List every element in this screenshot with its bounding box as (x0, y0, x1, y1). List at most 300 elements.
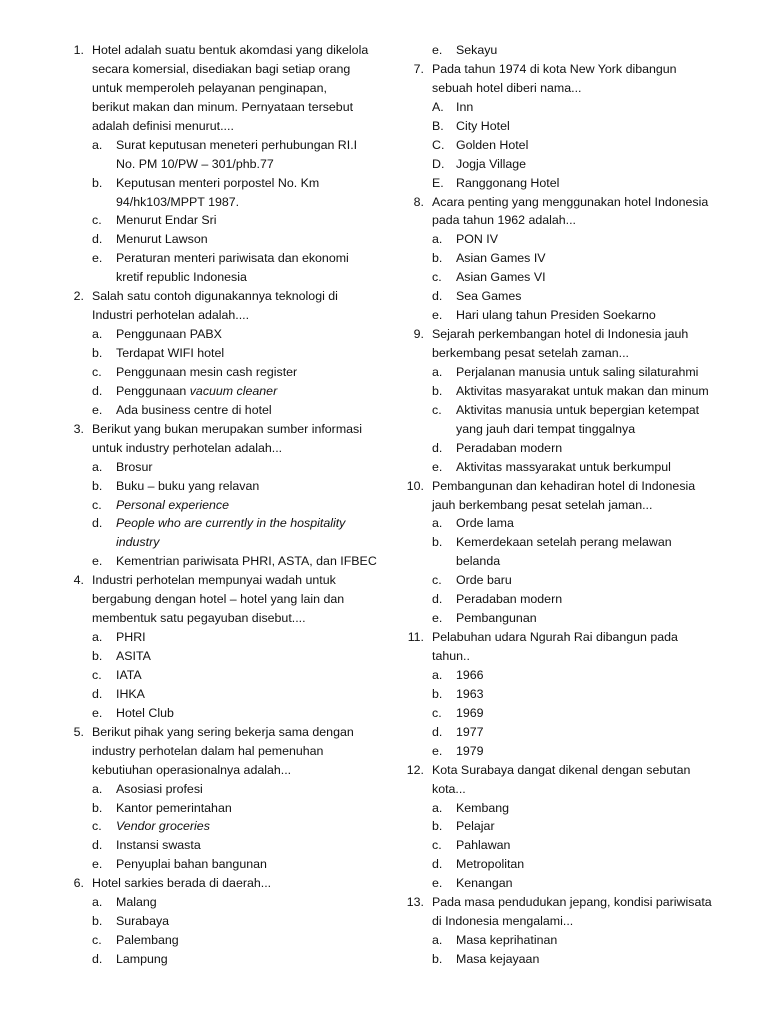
option-label: a. (92, 895, 103, 910)
option-line (64, 249, 380, 268)
option-text (456, 155, 526, 174)
option-text-part: Pahlawan (456, 838, 511, 853)
option-line (64, 136, 380, 155)
question-text: untuk industry perhotelan adalah... (92, 440, 283, 455)
option-text (116, 893, 157, 912)
option-text (116, 836, 201, 855)
option-label: d. (92, 232, 103, 247)
option-text (116, 193, 239, 212)
option-text (116, 950, 168, 969)
option-text (456, 685, 484, 704)
option-text (116, 401, 272, 420)
option-text-part: People who are currently in the hospitality (116, 516, 346, 531)
question-text: untuk memperoleh pelayanan penginapan, (92, 80, 327, 95)
option-line (64, 628, 380, 647)
option-text-part: Buku – buku yang relavan (116, 478, 260, 493)
option-label: c. (432, 705, 442, 720)
option-line (64, 893, 380, 912)
option-line (64, 799, 380, 818)
question-text: industry perhotelan dalam hal pemenuhan (92, 743, 324, 758)
option-text (116, 382, 277, 401)
option-text-part: Instansi swasta (116, 838, 201, 853)
option-text-part: 1966 (456, 667, 484, 682)
option-text (116, 325, 222, 344)
question-item (64, 287, 380, 420)
option-label: c. (92, 497, 102, 512)
option-label: a. (432, 516, 443, 531)
option-text-part: Penggunaan (116, 383, 190, 398)
question-item (64, 723, 380, 875)
question-text: pada tahun 1962 adalah... (432, 213, 576, 228)
option-label: a. (432, 933, 443, 948)
option-text-part: Menurut Lawson (116, 232, 208, 247)
option-text-part: Surabaya (116, 914, 170, 929)
option-text (456, 306, 656, 325)
option-text (116, 477, 259, 496)
option-line (404, 950, 730, 969)
option-label: e. (432, 308, 443, 323)
option-text (116, 855, 267, 874)
question-number: 13. (406, 895, 424, 910)
question-text: Pada masa pendudukan jepang, kondisi pariwisata (432, 895, 712, 910)
option-label: c. (92, 667, 102, 682)
option-label: d. (92, 686, 103, 701)
option-line (404, 571, 730, 590)
option-label: a. (432, 232, 443, 247)
option-text (456, 950, 539, 969)
question-first-line (404, 193, 730, 212)
option-text-part: Peradaban modern (456, 592, 563, 607)
question-continuation-line (64, 590, 380, 609)
question-number: 9. (413, 327, 424, 342)
option-text (116, 533, 159, 552)
question-text: bergabung dengan hotel – hotel yang lain dan (92, 592, 345, 607)
option-label: C. (432, 137, 445, 152)
option-line (64, 685, 380, 704)
option-text-part: Hotel Club (116, 705, 174, 720)
question-first-line (404, 761, 730, 780)
question-number: 5. (73, 724, 84, 739)
option-continuation-line (64, 155, 380, 174)
option-text-part: Kantor pemerintahan (116, 800, 232, 815)
option-line (64, 836, 380, 855)
option-text (456, 363, 698, 382)
option-line (404, 268, 730, 287)
question-continuation-line (64, 742, 380, 761)
option-text-part: Kembang (456, 800, 510, 815)
option-label: b. (92, 346, 103, 360)
option-line (64, 931, 380, 950)
question-continuation-line (64, 98, 380, 117)
option-line (64, 211, 380, 230)
question-first-line (404, 477, 730, 496)
option-text (456, 704, 484, 723)
question-text: secara komersial, disediakan bagi setiap orang (92, 61, 351, 76)
option-text (456, 533, 672, 552)
option-line (404, 931, 730, 950)
option-text-italic: vacuum cleaner (189, 383, 278, 398)
option-line (404, 382, 730, 401)
option-label: c. (432, 838, 442, 853)
question-number: 1. (73, 43, 84, 57)
option-text-part: 1977 (456, 724, 484, 739)
question-continuation-line (64, 60, 380, 79)
option-text-part: Inn (456, 99, 474, 114)
question-item (404, 628, 730, 761)
question-continuation-line (64, 306, 380, 325)
option-line (404, 685, 730, 704)
option-label: a. (92, 630, 103, 645)
option-text (456, 136, 528, 155)
option-label: D. (432, 156, 445, 171)
option-text (456, 41, 497, 60)
option-label: e. (432, 876, 443, 891)
option-text-part: Pelajar (456, 819, 495, 834)
question-continuation-line (404, 912, 730, 931)
question-number: 12. (406, 762, 424, 777)
option-text-part: Kenangan (456, 876, 513, 891)
option-line (404, 230, 730, 249)
option-text (116, 799, 232, 818)
option-label: d. (432, 289, 443, 304)
option-label: d. (92, 516, 103, 531)
option-label: b. (92, 478, 103, 493)
option-text-part: industry (116, 535, 160, 550)
option-text-part: Peraturan menteri pariwisata dan ekonomi (116, 251, 349, 266)
option-line (404, 666, 730, 685)
question-item (64, 41, 380, 287)
option-text-part: Penggunaan mesin cash register (116, 364, 298, 379)
option-text-part: Keputusan menteri porpostel No. Km (116, 175, 320, 190)
option-text (456, 287, 521, 306)
option-line (64, 477, 380, 496)
option-text (456, 420, 635, 439)
option-text-part: Masa kejayaan (456, 952, 540, 966)
question-text: di Indonesia mengalami... (432, 914, 574, 929)
question-continuation-line (404, 211, 730, 230)
option-text-part: Terdapat WIFI hotel (116, 346, 225, 360)
option-label: e. (92, 402, 103, 417)
option-text-part: IHKA (116, 686, 145, 701)
question-number: 3. (73, 421, 84, 436)
option-continuation-line (404, 552, 730, 571)
question-text: membentuk satu pegayuban disebut.... (92, 611, 306, 626)
option-text-part: yang jauh dari tempat tinggalnya (456, 421, 636, 436)
question-continuation-line (404, 647, 730, 666)
option-text-part: IATA (116, 667, 142, 682)
option-text (116, 136, 357, 155)
option-text (116, 704, 174, 723)
option-text (116, 211, 217, 230)
option-line (64, 344, 380, 363)
option-line (64, 401, 380, 420)
option-text-part: Palembang (116, 933, 179, 948)
option-label: e. (92, 857, 103, 872)
question-text: Hotel sarkies berada di daerah... (92, 876, 272, 891)
option-text-part: PHRI (116, 630, 146, 645)
option-text (456, 931, 557, 950)
option-line (404, 514, 730, 533)
question-text: jauh berkembang pesat setelah jaman... (432, 497, 653, 512)
option-text (456, 552, 500, 571)
option-line (404, 855, 730, 874)
option-line (404, 306, 730, 325)
question-number: 2. (73, 289, 84, 304)
option-line (404, 363, 730, 382)
option-line (404, 874, 730, 893)
option-text (116, 249, 349, 268)
option-text (456, 514, 514, 533)
option-text (116, 780, 203, 799)
option-text (116, 363, 297, 382)
option-text-part: Peradaban modern (456, 440, 563, 455)
option-line (404, 458, 730, 477)
question-continuation-line (64, 609, 380, 628)
option-text-part: Ranggonang Hotel (456, 175, 560, 190)
option-label: d. (432, 592, 443, 607)
question-text: Industri perhotelan mempunyai wadah untuk (92, 573, 336, 588)
question-text: adalah definisi menurut.... (92, 118, 234, 133)
option-line (404, 704, 730, 723)
question-text: Berikut yang bukan merupakan sumber informasi (92, 421, 362, 436)
option-text-part: Ada business centre di hotel (116, 402, 272, 417)
option-text-part: Hari ulang tahun Presiden Soekarno (456, 308, 656, 323)
option-line (64, 174, 380, 193)
option-text-part: Pembangunan (456, 611, 537, 626)
option-label: d. (432, 440, 443, 455)
question-text: sebuah hotel diberi nama... (432, 80, 582, 95)
option-label: c. (432, 402, 442, 417)
option-label: a. (432, 667, 443, 682)
option-line (404, 609, 730, 628)
option-line (64, 382, 380, 401)
option-line (64, 514, 380, 533)
question-text: Industri perhotelan adalah.... (92, 308, 250, 323)
option-text-part: Asian Games VI (456, 270, 546, 285)
question-item (64, 571, 380, 723)
option-text-part: 94/hk103/MPPT 1987. (116, 194, 240, 209)
option-text (456, 249, 546, 268)
question-first-line (404, 60, 730, 79)
question-text: berkembang pesat setelah zaman... (432, 346, 629, 360)
question-first-line (404, 628, 730, 647)
option-line (64, 552, 380, 571)
option-label: a. (92, 781, 103, 796)
question-text: kebutiuhan operasionalnya adalah... (92, 762, 292, 777)
option-line (404, 817, 730, 836)
question-first-line (404, 893, 730, 912)
option-label: b. (432, 383, 443, 398)
option-text (116, 628, 146, 647)
option-text (456, 874, 513, 893)
option-text (456, 590, 562, 609)
option-label: e. (92, 705, 103, 720)
option-text-part: Penggunaan PABX (116, 327, 222, 342)
option-line (64, 950, 380, 969)
option-text (116, 817, 210, 836)
option-continuation-line (64, 193, 380, 212)
question-text: Kota Surabaya dangat dikenal dengan sebutan (432, 762, 691, 777)
question-continuation-line (64, 761, 380, 780)
question-item (404, 761, 730, 894)
option-line (404, 287, 730, 306)
question-text: Acara penting yang menggunakan hotel Indonesia (432, 194, 709, 209)
option-text-part: Vendor groceries (116, 819, 210, 834)
question-item (404, 193, 730, 326)
question-item (64, 874, 380, 969)
option-line (404, 136, 730, 155)
option-label: c. (92, 364, 102, 379)
option-label: A. (432, 99, 444, 114)
question-item (404, 41, 730, 60)
option-line (64, 666, 380, 685)
option-label: d. (92, 838, 103, 853)
option-text (116, 647, 151, 666)
option-label: e. (432, 459, 443, 474)
option-text-part: Golden Hotel (456, 137, 529, 152)
option-text-part: Asian Games IV (456, 251, 546, 266)
option-text-part: Kementrian pariwisata PHRI, ASTA, dan IFBEC (116, 554, 377, 569)
question-text: Hotel adalah suatu bentuk akomdasi yang dikelola (92, 43, 369, 57)
question-first-line (64, 874, 380, 893)
option-text (116, 685, 145, 704)
option-text-part: Menurut Endar Sri (116, 213, 217, 228)
option-label: c. (92, 933, 102, 948)
option-text-part: Aktivitas masyarakat untuk makan dan minum (456, 383, 709, 398)
option-label: b. (432, 952, 443, 966)
question-item (404, 893, 730, 969)
option-text (116, 912, 169, 931)
option-line (404, 401, 730, 420)
option-text (116, 514, 345, 533)
option-line (64, 363, 380, 382)
option-text (116, 230, 208, 249)
option-text (456, 817, 495, 836)
option-text-part: PON IV (456, 232, 498, 247)
option-text-part: 1969 (456, 705, 484, 720)
question-first-line (64, 723, 380, 742)
option-text (116, 344, 224, 363)
option-line (404, 117, 730, 136)
option-text (456, 666, 484, 685)
option-text-part: Brosur (116, 459, 153, 474)
right-column (404, 41, 730, 969)
option-text-part: belanda (456, 554, 501, 569)
option-text (116, 268, 247, 287)
option-label: b. (432, 251, 443, 266)
option-line (64, 912, 380, 931)
option-text (456, 401, 699, 420)
option-line (404, 174, 730, 193)
option-label: e. (432, 611, 443, 626)
left-column (64, 41, 380, 969)
question-continuation-line (404, 79, 730, 98)
option-label: a. (432, 364, 443, 379)
question-first-line (404, 325, 730, 344)
option-text (456, 439, 562, 458)
option-line (64, 704, 380, 723)
option-line (404, 799, 730, 818)
option-text-part: Malang (116, 895, 157, 910)
option-label: d. (92, 952, 103, 966)
question-text: Sejarah perkembangan hotel di Indonesia jauh (432, 327, 689, 342)
option-label: e. (432, 743, 443, 758)
question-text: tahun.. (432, 649, 470, 663)
question-number: 4. (73, 573, 84, 588)
option-text (456, 723, 484, 742)
question-number: 8. (413, 194, 424, 209)
option-line (64, 780, 380, 799)
option-text (456, 382, 709, 401)
option-text (456, 98, 473, 117)
option-line (64, 817, 380, 836)
option-label: e. (432, 43, 443, 57)
option-text-part: Sea Games (456, 289, 522, 304)
option-text (456, 230, 498, 249)
option-label: a. (92, 327, 103, 342)
option-line (404, 98, 730, 117)
option-text (456, 117, 510, 136)
option-line (404, 533, 730, 552)
option-label: E. (432, 175, 444, 190)
option-text-part: Masa keprihatinan (456, 933, 558, 948)
option-label: b. (432, 686, 443, 701)
option-label: d. (432, 857, 443, 872)
option-line (404, 723, 730, 742)
question-text: Salah satu contoh digunakannya teknologi di (92, 289, 338, 304)
option-text-part: ASITA (116, 649, 151, 663)
option-text-part: kretif republic Indonesia (116, 270, 247, 285)
question-item (64, 420, 380, 572)
option-text (116, 155, 274, 174)
option-label: a. (432, 800, 443, 815)
option-text (116, 666, 142, 685)
option-line (404, 41, 730, 60)
option-text-part: Surat keputusan meneteri perhubungan RI.I (116, 137, 358, 152)
question-first-line (64, 420, 380, 439)
option-line (64, 230, 380, 249)
option-label: c. (92, 819, 102, 834)
question-item (404, 325, 730, 477)
question-item (404, 477, 730, 629)
question-continuation-line (64, 439, 380, 458)
option-line (404, 836, 730, 855)
option-line (404, 439, 730, 458)
option-text (456, 571, 512, 590)
option-label: d. (432, 724, 443, 739)
option-text-part: Penyuplai bahan bangunan (116, 857, 267, 872)
option-text-part: Asosiasi profesi (116, 781, 203, 796)
option-line (64, 458, 380, 477)
question-continuation-line (64, 117, 380, 136)
question-number: 7. (413, 61, 424, 76)
option-text (456, 836, 510, 855)
option-label: b. (92, 914, 103, 929)
option-continuation-line (64, 533, 380, 552)
option-text-part: Jogja Village (456, 156, 527, 171)
option-text (456, 458, 671, 477)
option-line (404, 155, 730, 174)
option-text (456, 174, 559, 193)
option-text-part: City Hotel (456, 118, 510, 133)
option-label: a. (92, 459, 103, 474)
question-continuation-line (404, 496, 730, 515)
question-continuation-line (404, 344, 730, 363)
option-text (456, 609, 537, 628)
option-text (116, 174, 319, 193)
question-item (404, 60, 730, 193)
question-number: 10. (406, 478, 424, 493)
